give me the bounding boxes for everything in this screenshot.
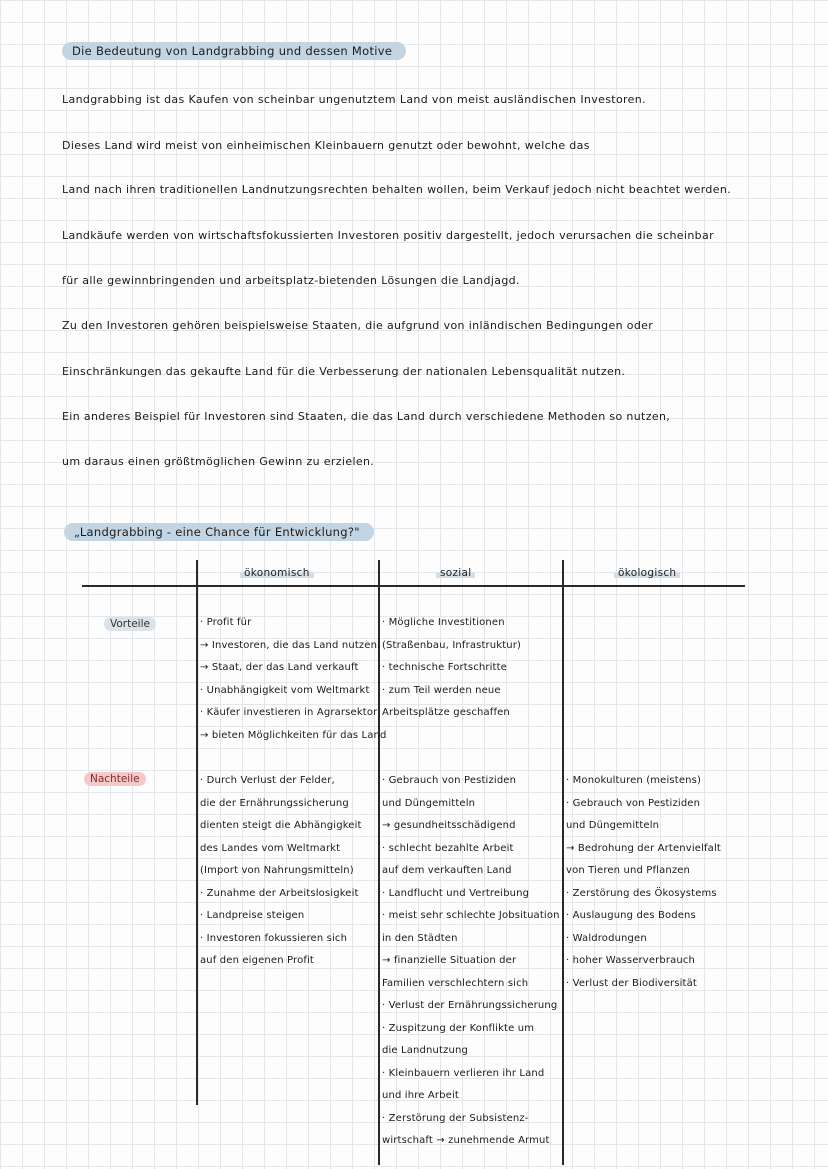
paragraph-line: Zu den Investoren gehören beispielsweise Staaten, die aufgrund von inländischen Bedingungen oder xyxy=(62,319,654,332)
cell-line: die der Ernährungssicherung xyxy=(200,797,349,809)
cell-line: → Investoren, die das Land nutzen xyxy=(200,639,378,651)
paragraph-line: für alle gewinnbringenden und arbeitsplatz-bietenden Lösungen die Landjagd. xyxy=(62,274,520,287)
paragraph-line: Land nach ihren traditionellen Landnutzungsrechten behalten wollen, beim Verkauf jedoch nicht beachtet werden. xyxy=(62,183,732,196)
cell-line: · Zerstörung der Subsistenz- xyxy=(382,1112,529,1124)
cell-con-ecological xyxy=(566,770,721,995)
column-header-economic: ökonomisch xyxy=(240,567,314,579)
paragraph-line: Landgrabbing ist das Kaufen von scheinbar ungenutztem Land von meist ausländischen Investoren. xyxy=(62,93,646,106)
cell-pro-economic xyxy=(200,612,387,747)
cell-line: Familien verschlechtern sich xyxy=(382,977,529,989)
paragraph-line: Landkäufe werden von wirtschaftsfokussierten Investoren positiv dargestellt, jedoch verursachen die scheinbar xyxy=(62,229,714,242)
cell-line: (Import von Nahrungsmitteln) xyxy=(200,865,354,876)
paragraph-line: Dieses Land wird meist von einheimischen Kleinbauern genutzt oder bewohnt, welche das xyxy=(62,139,590,152)
table-divider xyxy=(562,560,564,1165)
cell-line: des Landes vom Weltmarkt xyxy=(200,842,341,854)
cell-con-economic xyxy=(200,770,362,973)
cell-line: · Zunahme der Arbeitslosigkeit xyxy=(200,887,359,899)
cell-line: · hoher Wasserverbrauch xyxy=(566,955,696,966)
paragraph-line: um daraus einen größtmöglichen Gewinn zu erzielen. xyxy=(62,455,375,468)
paragraph-line: Einschränkungen das gekaufte Land für die Verbesserung der nationalen Lebensqualität nutzen. xyxy=(62,365,626,378)
cell-pro-social xyxy=(382,612,521,725)
cell-line: von Tieren und Pflanzen xyxy=(566,865,691,876)
cell-line: · zum Teil werden neue xyxy=(382,684,501,696)
cell-line: dienten steigt die Abhängigkeit xyxy=(200,820,362,831)
cell-line: (Straßenbau, Infrastruktur) xyxy=(382,639,522,651)
cell-line: → finanzielle Situation der xyxy=(382,955,517,966)
row-label-pros: Vorteile xyxy=(104,617,156,631)
paragraph-line: Ein anderes Beispiel für Investoren sind Staaten, die das Land durch verschiedene Methoden so nutzen, xyxy=(62,410,671,423)
cell-line: · Zerstörung des Ökosystems xyxy=(566,887,717,899)
column-header-social: sozial xyxy=(436,567,475,579)
cell-line: die Landnutzung xyxy=(382,1045,468,1056)
cell-line: · Durch Verlust der Felder, xyxy=(200,775,335,786)
cell-line: · Auslaugung des Bodens xyxy=(566,910,696,921)
table-heading: „Landgrabbing - eine Chance für Entwicklung?" xyxy=(64,523,374,541)
cell-line: · Landflucht und Vertreibung xyxy=(382,887,530,899)
row-label-cons: Nachteile xyxy=(84,772,146,786)
cell-line: → Bedrohung der Artenvielfalt xyxy=(566,842,721,854)
cell-line: · Monokulturen (meistens) xyxy=(566,775,702,786)
cell-line: · Verlust der Ernährungssicherung xyxy=(382,1000,558,1011)
cell-line: · Zuspitzung der Konflikte um xyxy=(382,1022,535,1034)
table-header-rule xyxy=(82,585,745,587)
cell-line: und Düngemitteln xyxy=(566,820,660,831)
cell-line: · Investoren fokussieren sich xyxy=(200,932,348,944)
cell-line: · Gebrauch von Pestiziden xyxy=(382,775,517,786)
cell-line: · technische Fortschritte xyxy=(382,662,507,673)
cell-line: auf dem verkauften Land xyxy=(382,865,512,876)
cell-line: und ihre Arbeit xyxy=(382,1090,459,1101)
cell-line: · schlecht bezahlte Arbeit xyxy=(382,842,514,854)
cell-line: → Staat, der das Land verkauft xyxy=(200,662,359,673)
column-header-ecological: ökologisch xyxy=(614,567,680,579)
cell-line: · meist sehr schlechte Jobsituation xyxy=(382,910,560,921)
page-heading: Die Bedeutung von Landgrabbing und dessen Motive xyxy=(62,42,406,60)
cell-line: · Verlust der Biodiversität xyxy=(566,977,697,989)
cell-line: · Kleinbauern verlieren ihr Land xyxy=(382,1067,545,1079)
cell-line: → bieten Möglichkeiten für das Land xyxy=(200,729,387,741)
cell-line: → gesundheitsschädigend xyxy=(382,820,516,831)
cell-line: · Unabhängigkeit vom Weltmarkt xyxy=(200,684,370,696)
cell-line: in den Städten xyxy=(382,932,458,944)
cell-line: Arbeitsplätze geschaffen xyxy=(382,707,510,718)
cell-line: · Profit für xyxy=(200,617,252,628)
cell-line: und Düngemitteln xyxy=(382,797,476,809)
cell-line: · Gebrauch von Pestiziden xyxy=(566,797,701,809)
cell-con-social xyxy=(382,770,560,1153)
cell-line: · Mögliche Investitionen xyxy=(382,617,505,628)
cell-line: · Waldrodungen xyxy=(566,932,647,944)
cell-line: · Landpreise steigen xyxy=(200,910,305,921)
cell-line: auf den eigenen Profit xyxy=(200,955,315,966)
cell-line: wirtschaft → zunehmende Armut xyxy=(382,1135,550,1146)
cell-line: · Käufer investieren in Agrarsektor xyxy=(200,707,378,718)
table-divider xyxy=(196,560,198,1105)
